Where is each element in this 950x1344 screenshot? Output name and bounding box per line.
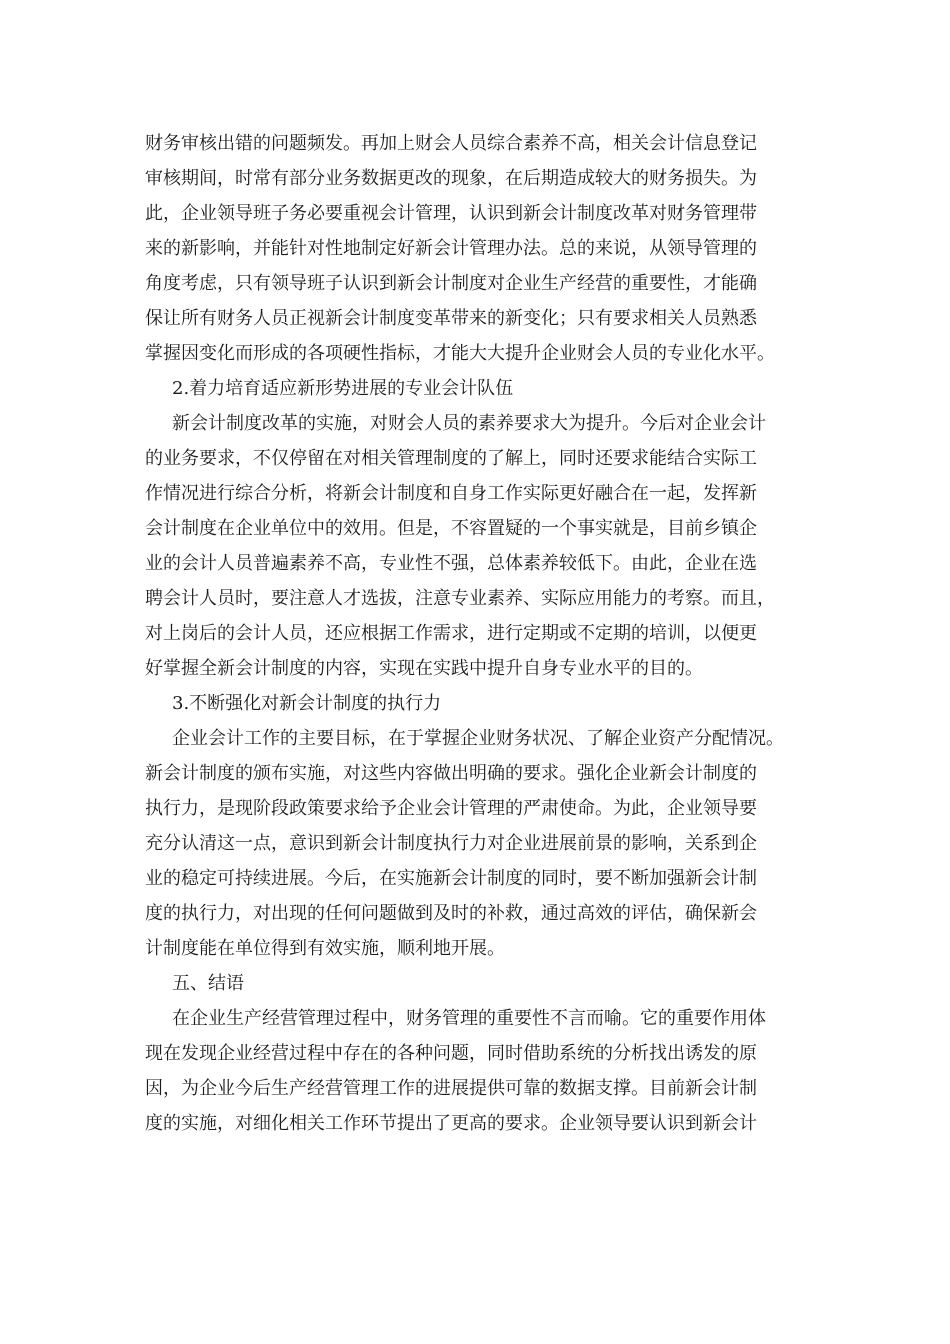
- text-line: 会计制度在企业单位中的效用。但是，不容置疑的一个事实就是，目前乡镇企: [145, 518, 757, 539]
- text-line: 财务审核出错的问题频发。再加上财会人员综合素养不高，相关会计信息登记: [145, 133, 757, 154]
- text-line: 此，企业领导班子务必要重视会计管理，认识到新会计制度改革对财务管理带: [145, 203, 757, 224]
- text-line: 保让所有财务人员正视新会计制度变革带来的新变化；只有要求相关人员熟悉: [145, 308, 757, 329]
- paragraph-first-line: 3.不断强化对新会计制度的执行力: [172, 693, 442, 714]
- text-line: 审核期间，时常有部分业务数据更改的现象，在后期造成较大的财务损失。为: [145, 168, 757, 189]
- document-page: [145, 126, 805, 1141]
- paragraph-first-line: 五、结语: [172, 973, 244, 994]
- text-line: 掌握因变化而形成的各项硬性指标，才能大大提升企业财会人员的专业化水平。: [145, 343, 775, 364]
- text-line: 度的执行力，对出现的任何问题做到及时的补救，通过高效的评估，确保新会: [145, 903, 757, 924]
- text-line: 因，为企业今后生产经营管理工作的进展提供可靠的数据支撑。目前新会计制: [145, 1078, 757, 1099]
- text-line: 执行力，是现阶段政策要求给予企业会计管理的严肃使命。为此，企业领导要: [145, 798, 757, 819]
- text-line: 现在发现企业经营过程中存在的各种问题，同时借助系统的分析找出诱发的原: [145, 1043, 757, 1064]
- text-line: 业的会计人员普遍素养不高，专业性不强，总体素养较低下。由此，企业在选: [145, 553, 757, 574]
- text-line: 角度考虑，只有领导班子认识到新会计制度对企业生产经营的重要性，才能确: [145, 273, 757, 294]
- text-line: 计制度能在单位得到有效实施，顺利地开展。: [145, 938, 505, 959]
- text-line: 聘会计人员时，要注意人才选拔，注意专业素养、实际应用能力的考察。而且，: [145, 588, 775, 609]
- text-line: 对上岗后的会计人员，还应根据工作需求，进行定期或不定期的培训，以便更: [145, 623, 757, 644]
- text-line: 充分认清这一点，意识到新会计制度执行力对企业进展前景的影响，关系到企: [145, 833, 757, 854]
- text-line: 度的实施，对细化相关工作环节提出了更高的要求。企业领导要认识到新会计: [145, 1113, 757, 1134]
- text-line: 好掌握全新会计制度的内容，实现在实践中提升自身专业水平的目的。: [145, 658, 703, 679]
- paragraph-first-line: 2.着力培育适应新形势进展的专业会计队伍: [172, 378, 514, 399]
- text-line: 新会计制度的颁布实施，对这些内容做出明确的要求。强化企业新会计制度的: [145, 763, 757, 784]
- paragraph-first-line: 在企业生产经营管理过程中，财务管理的重要性不言而喻。它的重要作用体: [172, 1008, 766, 1029]
- text-line: 来的新影响，并能针对性地制定好新会计管理办法。总的来说，从领导管理的: [145, 238, 757, 259]
- paragraph-first-line: 企业会计工作的主要目标，在于掌握企业财务状况、了解企业资产分配情况。: [172, 728, 784, 749]
- text-line: 作情况进行综合分析，将新会计制度和自身工作实际更好融合在一起，发挥新: [145, 483, 757, 504]
- paragraph-first-line: 新会计制度改革的实施，对财会人员的素养要求大为提升。今后对企业会计: [172, 413, 766, 434]
- text-line: 的业务要求，不仅停留在对相关管理制度的了解上，同时还要求能结合实际工: [145, 448, 757, 469]
- text-line: 业的稳定可持续进展。今后，在实施新会计制度的同时，要不断加强新会计制: [145, 868, 757, 889]
